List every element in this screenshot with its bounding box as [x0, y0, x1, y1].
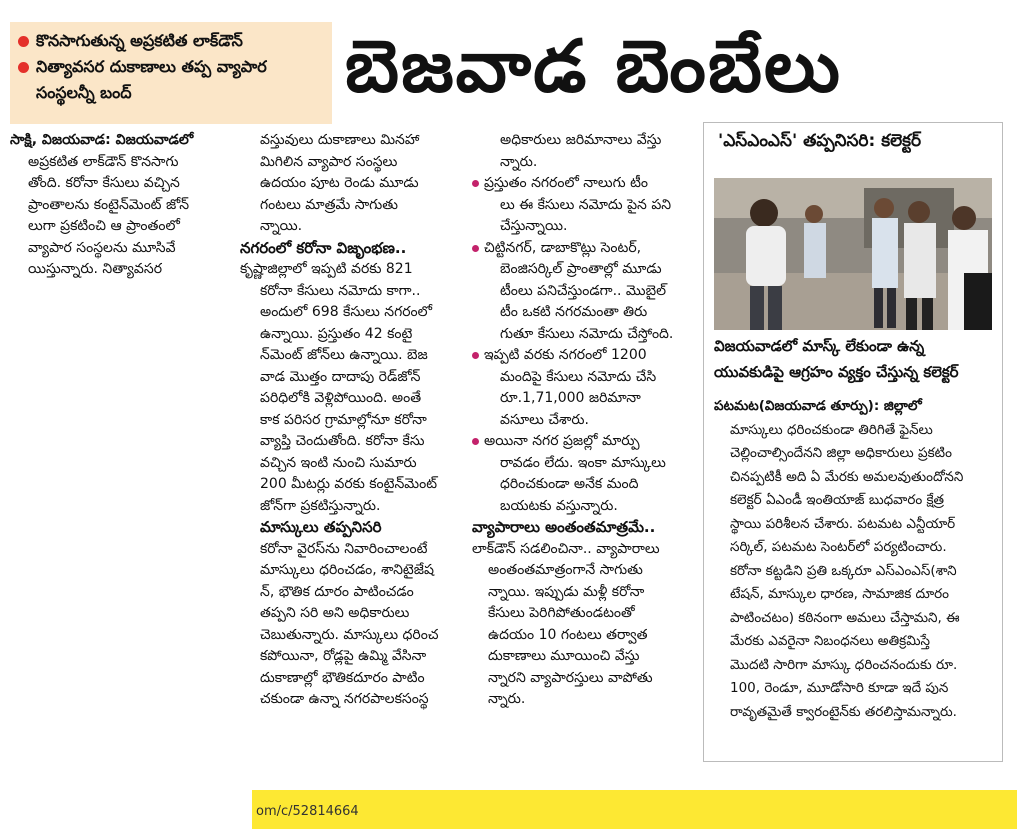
- text-line: పరిధిలోకి వెళ్లిపోయింది. అంతే: [260, 390, 422, 406]
- text-line: 100, రెండూ, మూడోసారి కూడా ఇదే పున: [730, 680, 949, 696]
- bullet-dot-icon: [472, 438, 479, 445]
- bullet-dot-icon: [472, 180, 479, 187]
- text-line: కాక పరిసర గ్రామాల్లోనూ కరోనా: [260, 411, 427, 428]
- text-line: అయినా నగర ప్రజల్లో మార్పు: [484, 433, 640, 449]
- text-line: ఉన్నాయి. ప్రస్తుతం 42 కంటై: [260, 325, 413, 342]
- sidebar-heading: 'ఎస్‌ఎంఎస్' తప్పనిసరి: కలెక్టర్: [718, 131, 922, 151]
- text-line: ఉదయం పూట రెండు మూడు: [260, 175, 419, 191]
- text-line: మిగిలిన వ్యాపార సంస్థలు: [260, 153, 398, 170]
- highlight-text: సంస్థలన్నీ బంద్: [36, 83, 132, 102]
- text-line: జోన్‌గా ప్రకటిస్తున్నారు.: [260, 497, 381, 514]
- article-column-1: [10, 130, 245, 281]
- bullet-dot-icon: [472, 245, 479, 252]
- text-line: చెల్లించాల్సిందేనని జిల్లా అధికారులు ప్రకటిం: [730, 445, 952, 461]
- text-line: ఇప్పటి వరకు నగరంలో 1200: [484, 347, 647, 363]
- text-line: టేషన్, మాస్కుల ధారణ, సామాజిక దూరం: [730, 586, 949, 602]
- text-line: వచ్చిన ఇంటి నుంచి సుమారు: [260, 454, 417, 471]
- highlight-item: [18, 80, 324, 106]
- text-line: కరోనా కేసులు నమోదు కాగా..: [260, 282, 421, 299]
- text-line: వ్యాపార సంస్థలను మూసివే: [28, 239, 176, 256]
- text-line: చినప్పటికీ అది ఏ మేరకు అమలవుతుందోనని: [730, 468, 964, 485]
- highlight-text: కొనసాగుతున్న అప్రకటిత లాక్‌డౌన్: [36, 31, 243, 50]
- text-line: అందులో 698 కేసులు నగరంలో: [260, 304, 433, 320]
- text-line: ప్రాంతాలను కంటైన్‌మెంట్ జోన్: [28, 196, 190, 213]
- text-line: దుకాణాలు మూయించి వేస్తు: [488, 648, 640, 664]
- text-line: టీం ఒకటి నగరమంతా తిరు: [500, 304, 648, 320]
- bullet-item: [472, 431, 697, 517]
- text-line: పటమట(విజయవాడ తూర్పు): జిల్లాలో: [714, 398, 922, 414]
- text-line: ఉదయం 10 గంటలు తర్వాత: [488, 626, 648, 643]
- highlights-box: [10, 22, 332, 124]
- highlight-text: నిత్యావసర దుకాణాలు తప్ప వ్యాపార: [36, 57, 267, 76]
- headline: బెజవాడ బెంబేలు: [345, 24, 842, 108]
- text-line: న్నారు.: [488, 691, 526, 707]
- text-line: న్నాయి. ఇప్పుడు మళ్లీ కరోనా: [488, 583, 645, 600]
- bullet-item: [472, 238, 697, 346]
- sidebar-article: [714, 395, 1002, 724]
- text-line: కపోయినా, రోడ్లపై ఉమ్మి వేసినా: [260, 648, 427, 664]
- text-line: న్నాయి.: [260, 218, 303, 234]
- subheading: వ్యాపారాలు అంతంతమాత్రమే..: [472, 518, 656, 536]
- text-line: రావడం లేదు. ఇంకా మాస్కులు: [500, 454, 666, 471]
- bullet-dot-icon: [18, 62, 29, 73]
- text-line: కృష్ణాజిల్లాలో ఇప్పటి వరకు 821: [240, 261, 413, 277]
- text-line: వాడ మొత్తం దాదాపు రెడ్‌జోన్: [260, 368, 421, 385]
- text-line: కరోనా వైరస్‌ను నివారించాలంటే: [260, 540, 428, 557]
- bullet-dot-icon: [472, 352, 479, 359]
- text-line: బయటకు వస్తున్నారు.: [500, 497, 618, 514]
- text-line: లు ఈ కేసులు నమోదు పైన పని: [500, 196, 672, 213]
- text-line: గంటలు మాత్రమే సాగుతు: [260, 196, 398, 213]
- text-line: స్థాయి పరిశీలన చేశారు. పటమట ఎన్టీయార్: [730, 515, 956, 532]
- text-line: ప్రస్తుతం నగరంలో నాలుగు టీం: [484, 175, 648, 191]
- bullet-item: [472, 345, 697, 431]
- text-line: సర్కిల్, పటమట సెంటర్‌లో పర్యటించారు.: [730, 539, 947, 555]
- text-line: తోంది. కరోనా కేసులు వచ్చిన: [28, 175, 180, 191]
- text-line: న్నారు.: [500, 153, 538, 170]
- subheading: నగరంలో కరోనా విజృంభణ..: [240, 238, 407, 257]
- text-line: మొదటి సారిగా మాస్కు ధరించనందుకు రూ.: [730, 656, 958, 673]
- text-line: కలెక్టర్ ఏఎండీ ఇంతియాజ్ బుధవారం క్షేత్ర: [730, 492, 945, 508]
- text-line: కేసులు పెరిగిపోతుండటంతో: [488, 605, 635, 621]
- text-line: బెంజిసర్కిల్ ప్రాంతాల్లో మూడు: [500, 261, 662, 277]
- text-line: చేస్తున్నాయి.: [500, 218, 568, 234]
- article-column-3: [472, 130, 697, 711]
- footer-strip: [252, 790, 1017, 829]
- text-line: అధికారులు జరిమానాలు వేస్తు: [500, 132, 662, 148]
- text-line: పాటించటం) కఠినంగా అమలు చేస్తామని, ఈ: [730, 609, 960, 626]
- text-line: లుగా ప్రకటించి ఆ ప్రాంతంలో: [28, 218, 180, 234]
- text-line: చిట్టినగర్, డాబాకొట్లు సెంటర్,: [484, 239, 642, 256]
- caption-line: యువకుడిపై ఆగ్రహం వ్యక్తం చేస్తున్న కలెక్టర్: [714, 363, 959, 381]
- text-line: తప్పని సరి అని అధికారులు: [260, 605, 410, 621]
- text-line: అంతంతమాత్రంగానే సాగుతు: [488, 562, 643, 578]
- photo-caption: [714, 333, 999, 385]
- text-line: న్నారని వ్యాపారస్తులు వాపోతు: [488, 669, 653, 686]
- text-line: ధరించకుండా అనేక మంది: [500, 476, 639, 492]
- text-line: వసూలు చేశారు.: [500, 411, 589, 428]
- text-line: అప్రకటిత లాక్‌డౌన్ కొనసాగు: [28, 153, 179, 170]
- text-line: లాక్‌డౌన్ సడలించినా.. వ్యాపారాలు: [472, 540, 660, 557]
- text-line: టీంలు పనిచేస్తుండగా.. మొబైల్: [500, 282, 667, 299]
- article-column-2: [240, 130, 468, 711]
- subheading: మాస్కులు తప్పనిసరి: [260, 518, 382, 536]
- footer-url: om/c/52814664: [256, 804, 359, 819]
- text-line: 200 మీటర్లు వరకు కంటైన్‌మెంట్: [260, 476, 438, 492]
- text-line: రూ.1,71,000 జరిమానా: [500, 390, 641, 406]
- text-line: మాస్కులు ధరించడం, శానిటైజేష: [260, 562, 434, 578]
- photo-illustration: [714, 178, 992, 330]
- text-line: మందిపై కేసులు నమోదు చేసి: [500, 368, 657, 385]
- caption-line: విజయవాడలో మాస్క్ లేకుండా ఉన్న: [714, 337, 925, 355]
- text-line: న్‌మెంట్ జోన్‌లు ఉన్నాయి. బెజ: [260, 347, 428, 363]
- bullet-item: [472, 173, 697, 238]
- text-line: న్, భౌతిక దూరం పాటించడం: [260, 583, 414, 600]
- text-line: గుతూ కేసులు నమోదు చేస్తోంది.: [500, 325, 674, 342]
- text-line: చకుండా ఉన్నా నగరపాలకసంస్థ: [260, 691, 429, 707]
- text-line: మేరకు ఎవరైనా నిబంధనలు అతిక్రమిస్తే: [730, 633, 930, 649]
- bullet-dot-icon: [18, 36, 29, 47]
- highlight-item: [18, 54, 324, 80]
- news-photo: [714, 178, 992, 330]
- text-line: వ్యాప్తి చెందుతోంది. కరోనా కేసు: [260, 433, 425, 449]
- text-line: కరోనా కట్టడిని ప్రతి ఒక్కరూ ఎస్‌ఎంఎస్(శాని: [730, 562, 957, 579]
- text-line: మాస్కులు ధరించకుండా తిరిగితే ఫైన్‌లు: [730, 421, 933, 438]
- text-line: యిస్తున్నారు. నిత్యావసర: [28, 261, 163, 277]
- text-line: సాక్షి, విజయవాడ: విజయవాడలో: [10, 132, 194, 148]
- text-line: వస్తువులు దుకాణాలు మినహా: [260, 132, 420, 148]
- text-line: రావృతమైతే క్వారంటైన్‌కు తరలిస్తామన్నారు.: [730, 703, 957, 720]
- highlight-item: [18, 28, 324, 54]
- text-line: చెబుతున్నారు. మాస్కులు ధరించ: [260, 626, 439, 643]
- text-line: దుకాణాల్లో భౌతికదూరం పాటిం: [260, 669, 425, 686]
